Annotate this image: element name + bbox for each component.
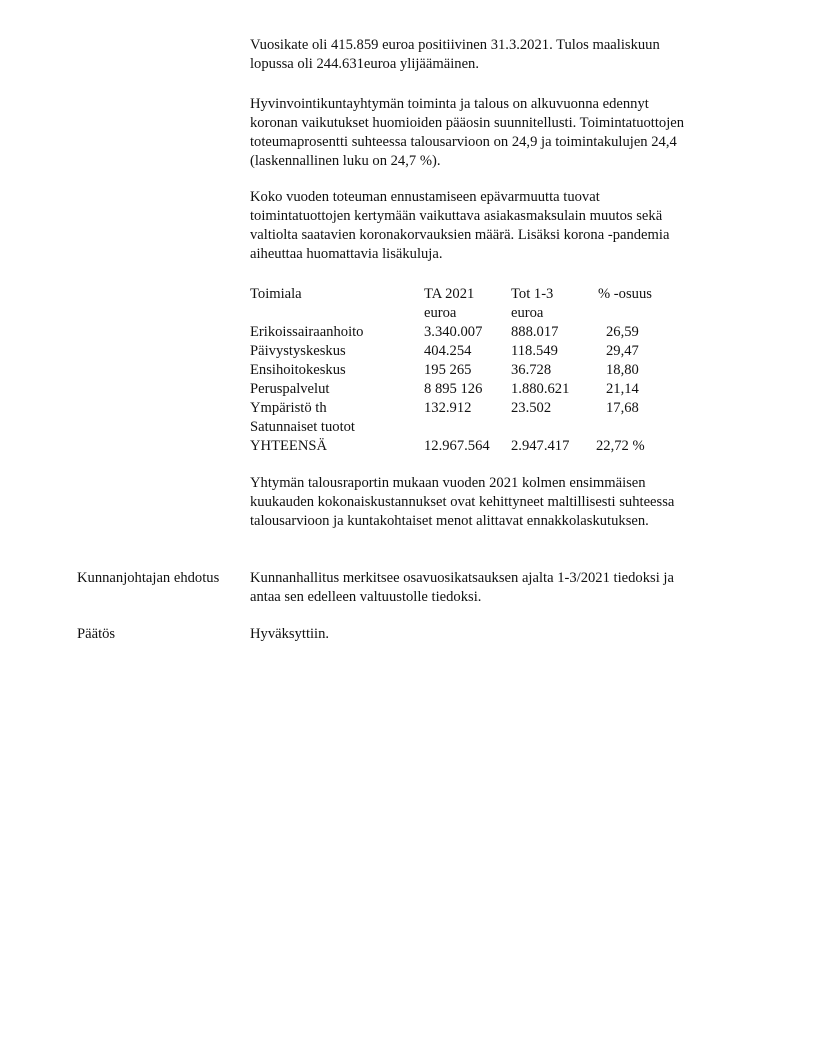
row-osuus: 26,59 [606, 324, 639, 340]
header-toimiala: Toimiala [250, 286, 302, 302]
paragraph-ennuste [250, 188, 760, 264]
paragraph-talousraportti [250, 474, 760, 531]
table-row [250, 323, 690, 342]
table-row [250, 380, 690, 399]
row-osuus: 21,14 [606, 381, 639, 397]
row-toimiala: Satunnaiset tuotot [250, 419, 355, 435]
row-ta: 195 265 [424, 362, 472, 378]
row-osuus: 17,68 [606, 400, 639, 416]
text-line: Hyvinvointikuntayhtymän toiminta ja talous on alkuvuonna edennyt [250, 96, 649, 112]
text-line: aiheuttaa huomattavia lisäkuluja. [250, 246, 443, 262]
text-line: lopussa oli 244.631euroa ylijäämäinen. [250, 56, 479, 72]
text-line: toteumaprosentti suhteessa talousarvioon on 24,9 ja toimintakulujen 24,4 [250, 134, 677, 150]
total-ta: 12.967.564 [424, 438, 490, 454]
proposal-label: Kunnanjohtajan ehdotus [77, 570, 220, 586]
total-osuus: 22,72 % [596, 438, 645, 454]
row-osuus: 29,47 [606, 343, 639, 359]
table-row [250, 361, 690, 380]
text-line: Yhtymän talousraportin mukaan vuoden 2021 kolmen ensimmäisen [250, 475, 646, 491]
paragraph-talous [250, 95, 760, 171]
text-line: valtiolta saatavien koronakorvauksien määrä. Lisäksi korona -pandemia [250, 227, 670, 243]
row-tot: 23.502 [511, 400, 552, 416]
row-ta: 132.912 [424, 400, 472, 416]
table-header-row [250, 285, 690, 304]
decision-text [250, 625, 760, 644]
table-total-row [250, 437, 690, 456]
row-tot: 118.549 [511, 343, 558, 359]
header-osuus: % -osuus [598, 286, 652, 302]
text-line: toimintatuottojen kertymään vaikuttava asiakasmaksulain muutos sekä [250, 208, 663, 224]
row-ta: 404.254 [424, 343, 472, 359]
total-tot: 2.947.417 [511, 438, 570, 454]
total-label: YHTEENSÄ [250, 438, 328, 454]
table-row [250, 418, 690, 437]
text-line: Vuosikate oli 415.859 euroa positiivinen 31.3.2021. Tulos maaliskuun [250, 37, 660, 53]
text-line: talousarvioon ja kuntakohtaiset menot alittavat ennakkolaskutuksen. [250, 513, 649, 529]
row-toimiala: Ympäristö th [250, 400, 327, 416]
row-osuus: 18,80 [606, 362, 639, 378]
text-line: Koko vuoden toteuman ennustamiseen epävarmuutta tuovat [250, 189, 600, 205]
row-tot: 36.728 [511, 362, 552, 378]
header-ta-2021: TA 2021 [424, 286, 475, 302]
row-ta: 8 895 126 [424, 381, 483, 397]
row-tot: 1.880.621 [511, 381, 570, 397]
row-toimiala: Ensihoitokeskus [250, 362, 346, 378]
row-toimiala: Peruspalvelut [250, 381, 330, 397]
budget-table [250, 285, 690, 456]
text-line: (laskennallinen luku on 24,7 %). [250, 153, 441, 169]
header-tot-1-3: Tot 1-3 [511, 286, 554, 302]
row-toimiala: Erikoissairaanhoito [250, 324, 364, 340]
subheader-ta-unit: euroa [424, 305, 457, 321]
text-line: kuukauden kokonaiskustannukset ovat kehittyneet maltillisesti suhteessa [250, 494, 675, 510]
text-line: koronan vaikutukset huomioiden pääosin suunnitellusti. Toimintatuottojen [250, 115, 685, 131]
text-line: Kunnanhallitus merkitsee osavuosikatsauksen ajalta 1-3/2021 tiedoksi ja [250, 570, 674, 586]
row-ta: 3.340.007 [424, 324, 483, 340]
table-row [250, 342, 690, 361]
paragraph-vuosikate [250, 36, 760, 74]
subheader-tot-unit: euroa [511, 305, 544, 321]
text-line: Hyväksyttiin. [250, 626, 330, 642]
decision-label: Päätös [77, 626, 116, 642]
row-tot: 888.017 [511, 324, 559, 340]
proposal-text [250, 569, 760, 607]
text-line: antaa sen edelleen valtuustolle tiedoksi. [250, 589, 482, 605]
row-toimiala: Päivystyskeskus [250, 343, 346, 359]
table-subheader-row [250, 304, 690, 323]
table-row [250, 399, 690, 418]
